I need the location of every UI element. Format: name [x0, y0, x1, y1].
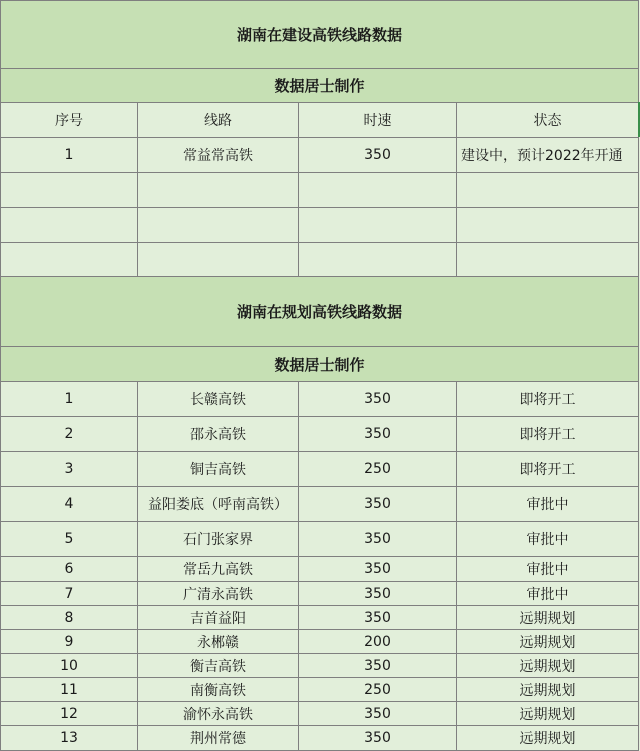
cell-route[interactable] — [138, 208, 299, 243]
cell-status[interactable]: 远期规划 — [457, 654, 639, 678]
cell-speed[interactable]: 350 — [299, 487, 457, 522]
header-cell-route[interactable]: 线路 — [138, 103, 299, 138]
cell-index[interactable]: 13 — [1, 726, 138, 751]
table-row — [1, 726, 639, 751]
cell-speed[interactable] — [299, 243, 457, 278]
cell-speed[interactable]: 350 — [299, 557, 457, 582]
cell-index[interactable] — [1, 243, 138, 278]
cell-speed[interactable]: 250 — [299, 452, 457, 487]
table-row — [1, 173, 639, 208]
cell-speed[interactable]: 350 — [299, 606, 457, 630]
cell-status[interactable]: 审批中 — [457, 582, 639, 606]
cell-speed[interactable]: 350 — [299, 522, 457, 557]
cell-index[interactable]: 1 — [1, 138, 138, 173]
table-row — [1, 138, 639, 173]
table-row — [1, 702, 639, 726]
cell-index[interactable]: 4 — [1, 487, 138, 522]
cell-index[interactable]: 6 — [1, 557, 138, 582]
table-row — [1, 522, 639, 557]
cell-speed[interactable]: 350 — [299, 702, 457, 726]
cell-index[interactable]: 8 — [1, 606, 138, 630]
cell-status[interactable] — [457, 208, 639, 243]
table-row — [1, 452, 639, 487]
cell-index[interactable] — [1, 208, 138, 243]
cell-status[interactable]: 审批中 — [457, 522, 639, 557]
planned-table — [0, 276, 639, 751]
header-cell-status[interactable]: 状态 — [457, 103, 639, 138]
table-row — [1, 417, 639, 452]
cell-speed[interactable]: 350 — [299, 654, 457, 678]
section1-title[interactable]: 湖南在建设高铁线路数据 — [1, 1, 639, 69]
cell-status[interactable]: 建设中，预计2022年开通 — [457, 138, 639, 173]
construction-table — [0, 0, 639, 278]
cell-status[interactable] — [457, 173, 639, 208]
cell-index[interactable] — [1, 173, 138, 208]
cell-route[interactable]: 常益常高铁 — [138, 138, 299, 173]
table-row — [1, 382, 639, 417]
table-row — [1, 557, 639, 582]
cell-index[interactable]: 10 — [1, 654, 138, 678]
cell-speed[interactable]: 350 — [299, 382, 457, 417]
header-cell-index[interactable]: 序号 — [1, 103, 138, 138]
cell-route[interactable]: 常岳九高铁 — [138, 557, 299, 582]
cell-index[interactable]: 2 — [1, 417, 138, 452]
table-row — [1, 208, 639, 243]
cell-speed[interactable]: 350 — [299, 138, 457, 173]
header-cell-speed[interactable]: 时速 — [299, 103, 457, 138]
cell-speed[interactable]: 350 — [299, 582, 457, 606]
cell-status[interactable]: 即将开工 — [457, 417, 639, 452]
cell-status[interactable]: 远期规划 — [457, 678, 639, 702]
cell-speed[interactable]: 250 — [299, 678, 457, 702]
cell-route[interactable]: 衡吉高铁 — [138, 654, 299, 678]
cell-status[interactable]: 远期规划 — [457, 606, 639, 630]
table-row — [1, 678, 639, 702]
table-row — [1, 243, 639, 278]
cell-route[interactable]: 吉首益阳 — [138, 606, 299, 630]
cell-index[interactable]: 3 — [1, 452, 138, 487]
cell-route[interactable] — [138, 243, 299, 278]
cell-status[interactable] — [457, 243, 639, 278]
cell-route[interactable]: 荆州常德 — [138, 726, 299, 751]
cell-route[interactable]: 渝怀永高铁 — [138, 702, 299, 726]
cell-route[interactable]: 广清永高铁 — [138, 582, 299, 606]
section2-author[interactable]: 数据居士制作 — [1, 347, 639, 382]
cell-route[interactable]: 益阳娄底（呼南高铁） — [138, 487, 299, 522]
cell-status[interactable]: 即将开工 — [457, 452, 639, 487]
cell-route[interactable]: 铜吉高铁 — [138, 452, 299, 487]
cell-route[interactable]: 永郴赣 — [138, 630, 299, 654]
section2-title[interactable]: 湖南在规划高铁线路数据 — [1, 277, 639, 347]
cell-status[interactable]: 远期规划 — [457, 630, 639, 654]
section1-author[interactable]: 数据居士制作 — [1, 69, 639, 103]
cell-status[interactable]: 审批中 — [457, 557, 639, 582]
cell-index[interactable]: 5 — [1, 522, 138, 557]
cell-route[interactable] — [138, 173, 299, 208]
cell-route[interactable]: 长赣高铁 — [138, 382, 299, 417]
cell-route[interactable]: 石门张家界 — [138, 522, 299, 557]
cell-status[interactable]: 审批中 — [457, 487, 639, 522]
cell-speed[interactable]: 350 — [299, 417, 457, 452]
cell-status[interactable]: 即将开工 — [457, 382, 639, 417]
table-row — [1, 654, 639, 678]
cell-status[interactable]: 远期规划 — [457, 726, 639, 751]
cell-speed[interactable] — [299, 173, 457, 208]
cell-route[interactable]: 南衡高铁 — [138, 678, 299, 702]
cell-speed[interactable] — [299, 208, 457, 243]
table-row — [1, 630, 639, 654]
cell-speed[interactable]: 350 — [299, 726, 457, 751]
cell-route[interactable]: 邵永高铁 — [138, 417, 299, 452]
table-row — [1, 606, 639, 630]
cell-status[interactable]: 远期规划 — [457, 702, 639, 726]
cell-index[interactable]: 11 — [1, 678, 138, 702]
table-row — [1, 487, 639, 522]
cell-index[interactable]: 1 — [1, 382, 138, 417]
header-row — [1, 103, 639, 138]
table-row — [1, 582, 639, 606]
cell-index[interactable]: 9 — [1, 630, 138, 654]
cell-index[interactable]: 12 — [1, 702, 138, 726]
cell-speed[interactable]: 200 — [299, 630, 457, 654]
cell-index[interactable]: 7 — [1, 582, 138, 606]
